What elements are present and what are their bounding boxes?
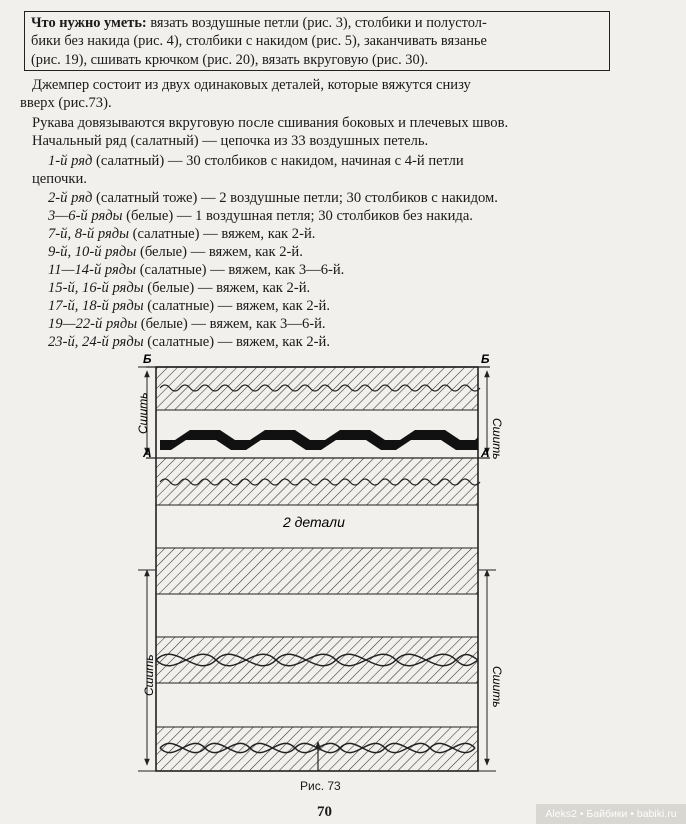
intro-line-4: Начальный ряд (салатный) — цепочка из 33 воздушных петель. [32, 133, 429, 149]
row-15-16: 15-й, 16-й ряды (белые) — вяжем, как 2-й. [48, 280, 311, 296]
stitch-label-top-right: Сшить [490, 418, 504, 460]
row-2: 2-й ряд (салатный тоже) — 2 воздушные петли; 30 столбиков с накидом. [48, 190, 498, 206]
requirements-line-3: (рис. 19), сшивать крючком (рис. 20), вязать вкруговую (рис. 30). [31, 51, 429, 68]
row-11-14: 11—14-й ряды (салатные) — вяжем, как 3—6-й. [48, 262, 345, 278]
requirements-line-1: Что нужно уметь: вязать воздушные петли (рис. 3), столбики и полустол- [31, 15, 487, 31]
band-bottom [156, 727, 478, 771]
intro-line-3: Рукава довязываются вкруговую после сшивания боковых и плечевых швов. [32, 115, 509, 131]
requirements-line-2: бики без накида (рис. 4), столбики с накидом (рис. 5), заканчивать вязанье [31, 33, 487, 50]
row-3-6: 3—6-й ряды (белые) — 1 воздушная петля; 30 столбиков без накида. [48, 208, 473, 224]
parts-label: 2 детали [283, 514, 345, 530]
row-9-10: 9-й, 10-й ряды (белые) — вяжем, как 2-й. [48, 244, 303, 260]
band-middle [156, 548, 478, 594]
row-7-8: 7-й, 8-й ряды (салатные) — вяжем, как 2-й. [48, 226, 316, 242]
intro-line-1: Джемпер состоит из двух одинаковых деталей, которые вяжутся снизу [32, 77, 471, 93]
figure-caption: Рис. 73 [300, 779, 341, 793]
marker-b-right: Б [481, 352, 490, 366]
marker-a-right: А [481, 446, 490, 460]
watermark: Aleks2 • Байбики • babiki.ru [536, 804, 686, 824]
band-wave [156, 637, 478, 683]
band-top [156, 367, 480, 410]
row-19-22: 19—22-й ряды (белые) — вяжем, как 3—6-й. [48, 316, 326, 332]
marker-a-left: А [143, 446, 152, 460]
row-17-18: 17-й, 18-й ряды (салатные) — вяжем, как 2-й. [48, 298, 330, 314]
band-upper-middle [156, 458, 480, 505]
stitch-label-top-left: Сшить [136, 392, 150, 434]
stitch-label-bottom-right: Сшить [490, 666, 504, 708]
page-number: 70 [317, 804, 332, 820]
stitch-label-bottom-left: Сшить [142, 654, 156, 696]
marker-b-left: Б [143, 352, 152, 366]
row-1-cont: цепочки. [32, 171, 87, 187]
requirements-label: Что нужно уметь: [31, 15, 147, 31]
band-zigzag [160, 430, 478, 450]
row-1: 1-й ряд (салатный) — 30 столбиков с накидом, начиная с 4-й петли [48, 153, 464, 169]
intro-line-2: вверх (рис.73). [20, 95, 112, 111]
row-23-24: 23-й, 24-й ряды (салатные) — вяжем, как 2-й. [48, 334, 330, 350]
